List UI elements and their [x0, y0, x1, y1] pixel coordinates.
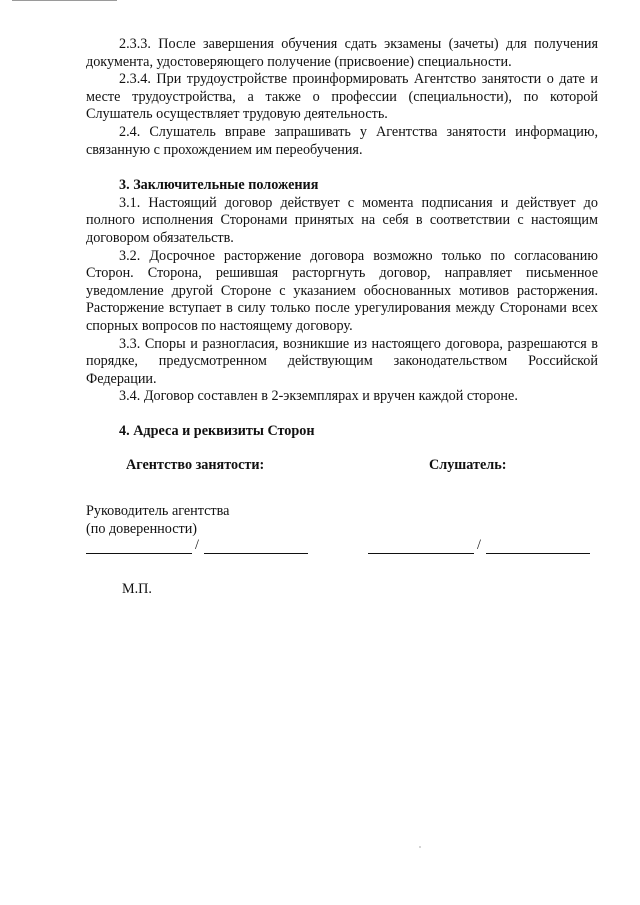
- parties-row: [86, 457, 598, 487]
- signer-title: Руководитель агентства: [86, 503, 230, 520]
- listener-signature-line: [368, 539, 474, 554]
- party-agency-label: Агентство занятости:: [126, 457, 265, 474]
- agency-signature-separator: /: [195, 537, 199, 554]
- page-top-edge-line: [12, 0, 117, 1]
- signature-block: [86, 503, 598, 563]
- paragraph-3-4: 3.4. Договор составлен в 2-экземплярах и вручен каждой стороне.: [119, 388, 518, 405]
- listener-name-line: [486, 539, 590, 554]
- agency-name-line: [204, 539, 308, 554]
- signer-authority: (по доверенности): [86, 521, 198, 538]
- paragraph-2-4: 2.4. Слушатель вправе запрашивать у Агентства занятости информацию, связанную с прохождением им переобучения.: [86, 123, 598, 158]
- listener-signature-separator: /: [477, 537, 481, 554]
- paragraph-2-3-3: 2.3.3. После завершения обучения сдать экзамены (зачеты) для получения документа, удостоверяющего получение (присвоение) специальности.: [86, 36, 598, 70]
- document-body: [86, 36, 598, 598]
- scan-speck: [419, 846, 421, 848]
- paragraph-2-3-4: 2.3.4. При трудоустройстве проинформировать Агентство занятости о дате и месте трудоустройства, а также о профессии (специальности), по которой Слушатель осуществляет трудовую деятельность.: [86, 71, 598, 123]
- agency-signature-line: [86, 539, 192, 554]
- section-4-title: 4. Адреса и реквизиты Сторон: [119, 422, 315, 439]
- section-3-title: 3. Заключительные положения: [119, 177, 319, 194]
- paragraph-3-1: 3.1. Настоящий договор действует с момента подписания и действует до полного исполнения Сторонами принятых на себя в соответствии с настоящим договором обязательств.: [86, 194, 598, 246]
- paragraph-3-2: 3.2. Досрочное расторжение договора возможно только по согласованию Сторон. Сторона, решившая расторгнуть договор, направляет письменное уведомление другой Стороне с указанием обоснованных мотивов расторжения. Расторжение вступает в силу только после урегулирования между Сторонами всех спорных вопросов по настоящему договору.: [86, 247, 598, 334]
- paragraph-3-3: 3.3. Споры и разногласия, возникшие из настоящего договора, разрешаются в порядке, предусмотренном действующим законодательством Российской Федерации.: [86, 335, 598, 387]
- party-listener-label: Слушатель:: [429, 457, 507, 474]
- stamp-placeholder: М.П.: [122, 581, 152, 598]
- signature-lines: [86, 539, 598, 561]
